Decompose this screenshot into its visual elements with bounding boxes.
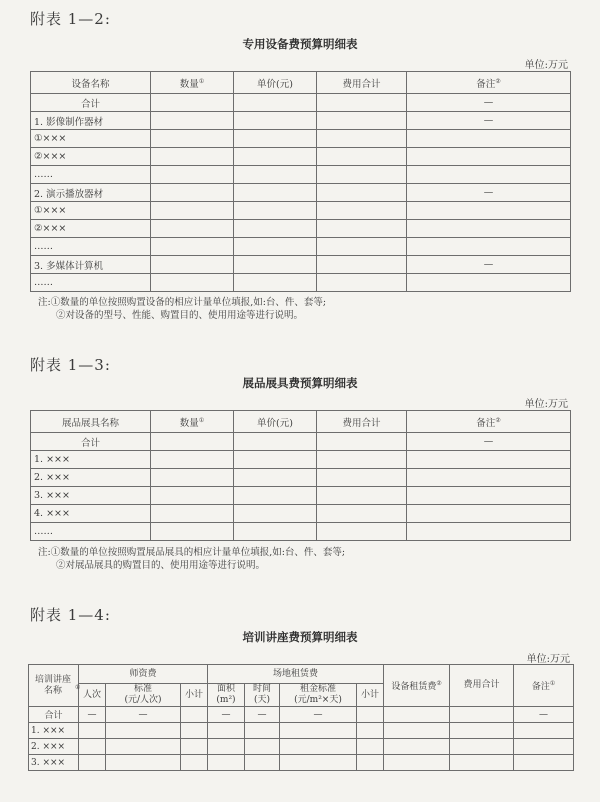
col-header-total: 费用合计 bbox=[317, 72, 407, 94]
row-remark bbox=[407, 166, 571, 184]
table-row bbox=[31, 184, 571, 202]
row-name: 3. 多媒体计算机 bbox=[31, 256, 151, 274]
col-header-total: 费用合计 bbox=[317, 411, 407, 433]
table-row bbox=[31, 469, 571, 487]
dash-cell: — bbox=[514, 707, 574, 723]
section-label-1-4: 附表 1—4: bbox=[30, 606, 111, 624]
table-row bbox=[31, 523, 571, 541]
training-budget-table bbox=[28, 664, 574, 771]
section-label-1-3: 附表 1—3: bbox=[30, 356, 111, 374]
col-header-area: 面积 (m²) bbox=[208, 684, 245, 707]
col-header-qty: 数量① bbox=[151, 72, 234, 94]
exhibits-budget-table bbox=[30, 410, 571, 541]
table-notes bbox=[38, 296, 326, 322]
table-row bbox=[31, 148, 571, 166]
row-name: 3. ××× bbox=[29, 755, 79, 771]
col-header-qty: 数量① bbox=[151, 411, 234, 433]
row-remark bbox=[407, 469, 571, 487]
row-remark: — bbox=[407, 112, 571, 130]
table-header-row bbox=[31, 411, 571, 433]
row-name: …… bbox=[31, 274, 151, 292]
table-title-exhibits: 展品展具费预算明细表 bbox=[242, 376, 358, 390]
row-name: 3. ××× bbox=[31, 487, 151, 505]
row-remark: — bbox=[407, 184, 571, 202]
row-remark bbox=[407, 148, 571, 166]
col-header-name: 培训讲座名称 ① bbox=[29, 665, 79, 707]
table-row bbox=[29, 739, 574, 755]
col-header-venue-rent: 场地租赁费 bbox=[208, 665, 384, 684]
row-remark bbox=[407, 220, 571, 238]
dash-cell: — bbox=[280, 707, 357, 723]
row-name: ①××× bbox=[31, 130, 151, 148]
col-header-subtotal: 小计 bbox=[181, 684, 208, 707]
row-name: …… bbox=[31, 166, 151, 184]
table-row bbox=[29, 707, 574, 723]
table-row bbox=[31, 220, 571, 238]
table-row bbox=[31, 256, 571, 274]
row-remark: — bbox=[407, 94, 571, 112]
table-row bbox=[31, 505, 571, 523]
row-remark bbox=[407, 238, 571, 256]
row-name: 1. 影像制作器材 bbox=[31, 112, 151, 130]
col-header-persons: 人次 bbox=[79, 684, 106, 707]
col-header-name: 展品展具名称 bbox=[31, 411, 151, 433]
row-remark bbox=[407, 202, 571, 220]
col-header-standard: 标准 (元/人次) bbox=[106, 684, 181, 707]
note-line: 注:①数量的单位按照购置设备的相应计量单位填报,如:台、件、套等; bbox=[38, 297, 327, 308]
table-row bbox=[31, 94, 571, 112]
row-name: 1. ××× bbox=[29, 723, 79, 739]
row-name: …… bbox=[31, 238, 151, 256]
col-header-remark: 备注② bbox=[407, 411, 571, 433]
row-name: ①××× bbox=[31, 202, 151, 220]
table-row bbox=[31, 166, 571, 184]
col-header-time: 时间 (天) bbox=[245, 684, 280, 707]
unit-label: 单位:万元 bbox=[524, 399, 568, 410]
table-row bbox=[31, 130, 571, 148]
note-line: ②对展品展具的购置目的、使用用途等进行说明。 bbox=[56, 560, 266, 571]
note-line: ②对设备的型号、性能、购置目的、使用用途等进行说明。 bbox=[56, 310, 304, 321]
table-row bbox=[29, 755, 574, 771]
table-header-row bbox=[31, 72, 571, 94]
note-line: 注:①数量的单位按照购置展品展具的相应计量单位填报,如:台、件、套等; bbox=[38, 547, 346, 558]
col-header-teacher-fee: 师资费 bbox=[79, 665, 208, 684]
row-name: 1. ××× bbox=[31, 451, 151, 469]
row-name: 2. ××× bbox=[31, 469, 151, 487]
row-remark bbox=[407, 487, 571, 505]
row-name: 合计 bbox=[31, 94, 151, 112]
equipment-budget-table bbox=[30, 71, 571, 292]
table-row bbox=[31, 433, 571, 451]
row-name: 合计 bbox=[31, 433, 151, 451]
table-title-equipment: 专用设备费预算明细表 bbox=[242, 37, 358, 51]
dash-cell: — bbox=[208, 707, 245, 723]
dash-cell: — bbox=[245, 707, 280, 723]
row-name: …… bbox=[31, 523, 151, 541]
table-row bbox=[31, 274, 571, 292]
table-row bbox=[31, 202, 571, 220]
row-remark bbox=[407, 451, 571, 469]
row-name: 2. 演示播放器材 bbox=[31, 184, 151, 202]
col-header-rent-standard: 租金标准 (元/m²×天) bbox=[280, 684, 357, 707]
table-row bbox=[31, 112, 571, 130]
row-name: ②××× bbox=[31, 220, 151, 238]
row-remark bbox=[407, 130, 571, 148]
col-header-unit-price: 单价(元) bbox=[234, 72, 317, 94]
dash-cell: — bbox=[106, 707, 181, 723]
unit-label: 单位:万元 bbox=[524, 60, 568, 71]
col-header-remark: 备注① bbox=[514, 665, 574, 707]
row-name: 2. ××× bbox=[29, 739, 79, 755]
table-row bbox=[29, 723, 574, 739]
row-remark bbox=[407, 505, 571, 523]
col-header-unit-price: 单价(元) bbox=[234, 411, 317, 433]
table-header-row bbox=[29, 665, 574, 684]
row-remark bbox=[407, 523, 571, 541]
table-row bbox=[31, 238, 571, 256]
row-name: 合计 bbox=[29, 707, 79, 723]
row-remark: — bbox=[407, 433, 571, 451]
col-header-subtotal-2: 小计 bbox=[357, 684, 384, 707]
row-remark: — bbox=[407, 256, 571, 274]
row-name: ②××× bbox=[31, 148, 151, 166]
row-remark bbox=[407, 274, 571, 292]
table-title-training: 培训讲座费预算明细表 bbox=[242, 630, 358, 644]
dash-cell: — bbox=[79, 707, 106, 723]
col-header-total: 费用合计 bbox=[450, 665, 514, 707]
col-header-equipment-rent: 设备租赁费② bbox=[384, 665, 450, 707]
section-label-1-2: 附表 1—2: bbox=[30, 10, 111, 28]
col-header-remark: 备注② bbox=[407, 72, 571, 94]
table-notes bbox=[38, 546, 345, 572]
unit-label: 单位:万元 bbox=[526, 654, 570, 665]
table-row bbox=[31, 487, 571, 505]
col-header-name: 设备名称 bbox=[31, 72, 151, 94]
table-row bbox=[31, 451, 571, 469]
row-name: 4. ××× bbox=[31, 505, 151, 523]
